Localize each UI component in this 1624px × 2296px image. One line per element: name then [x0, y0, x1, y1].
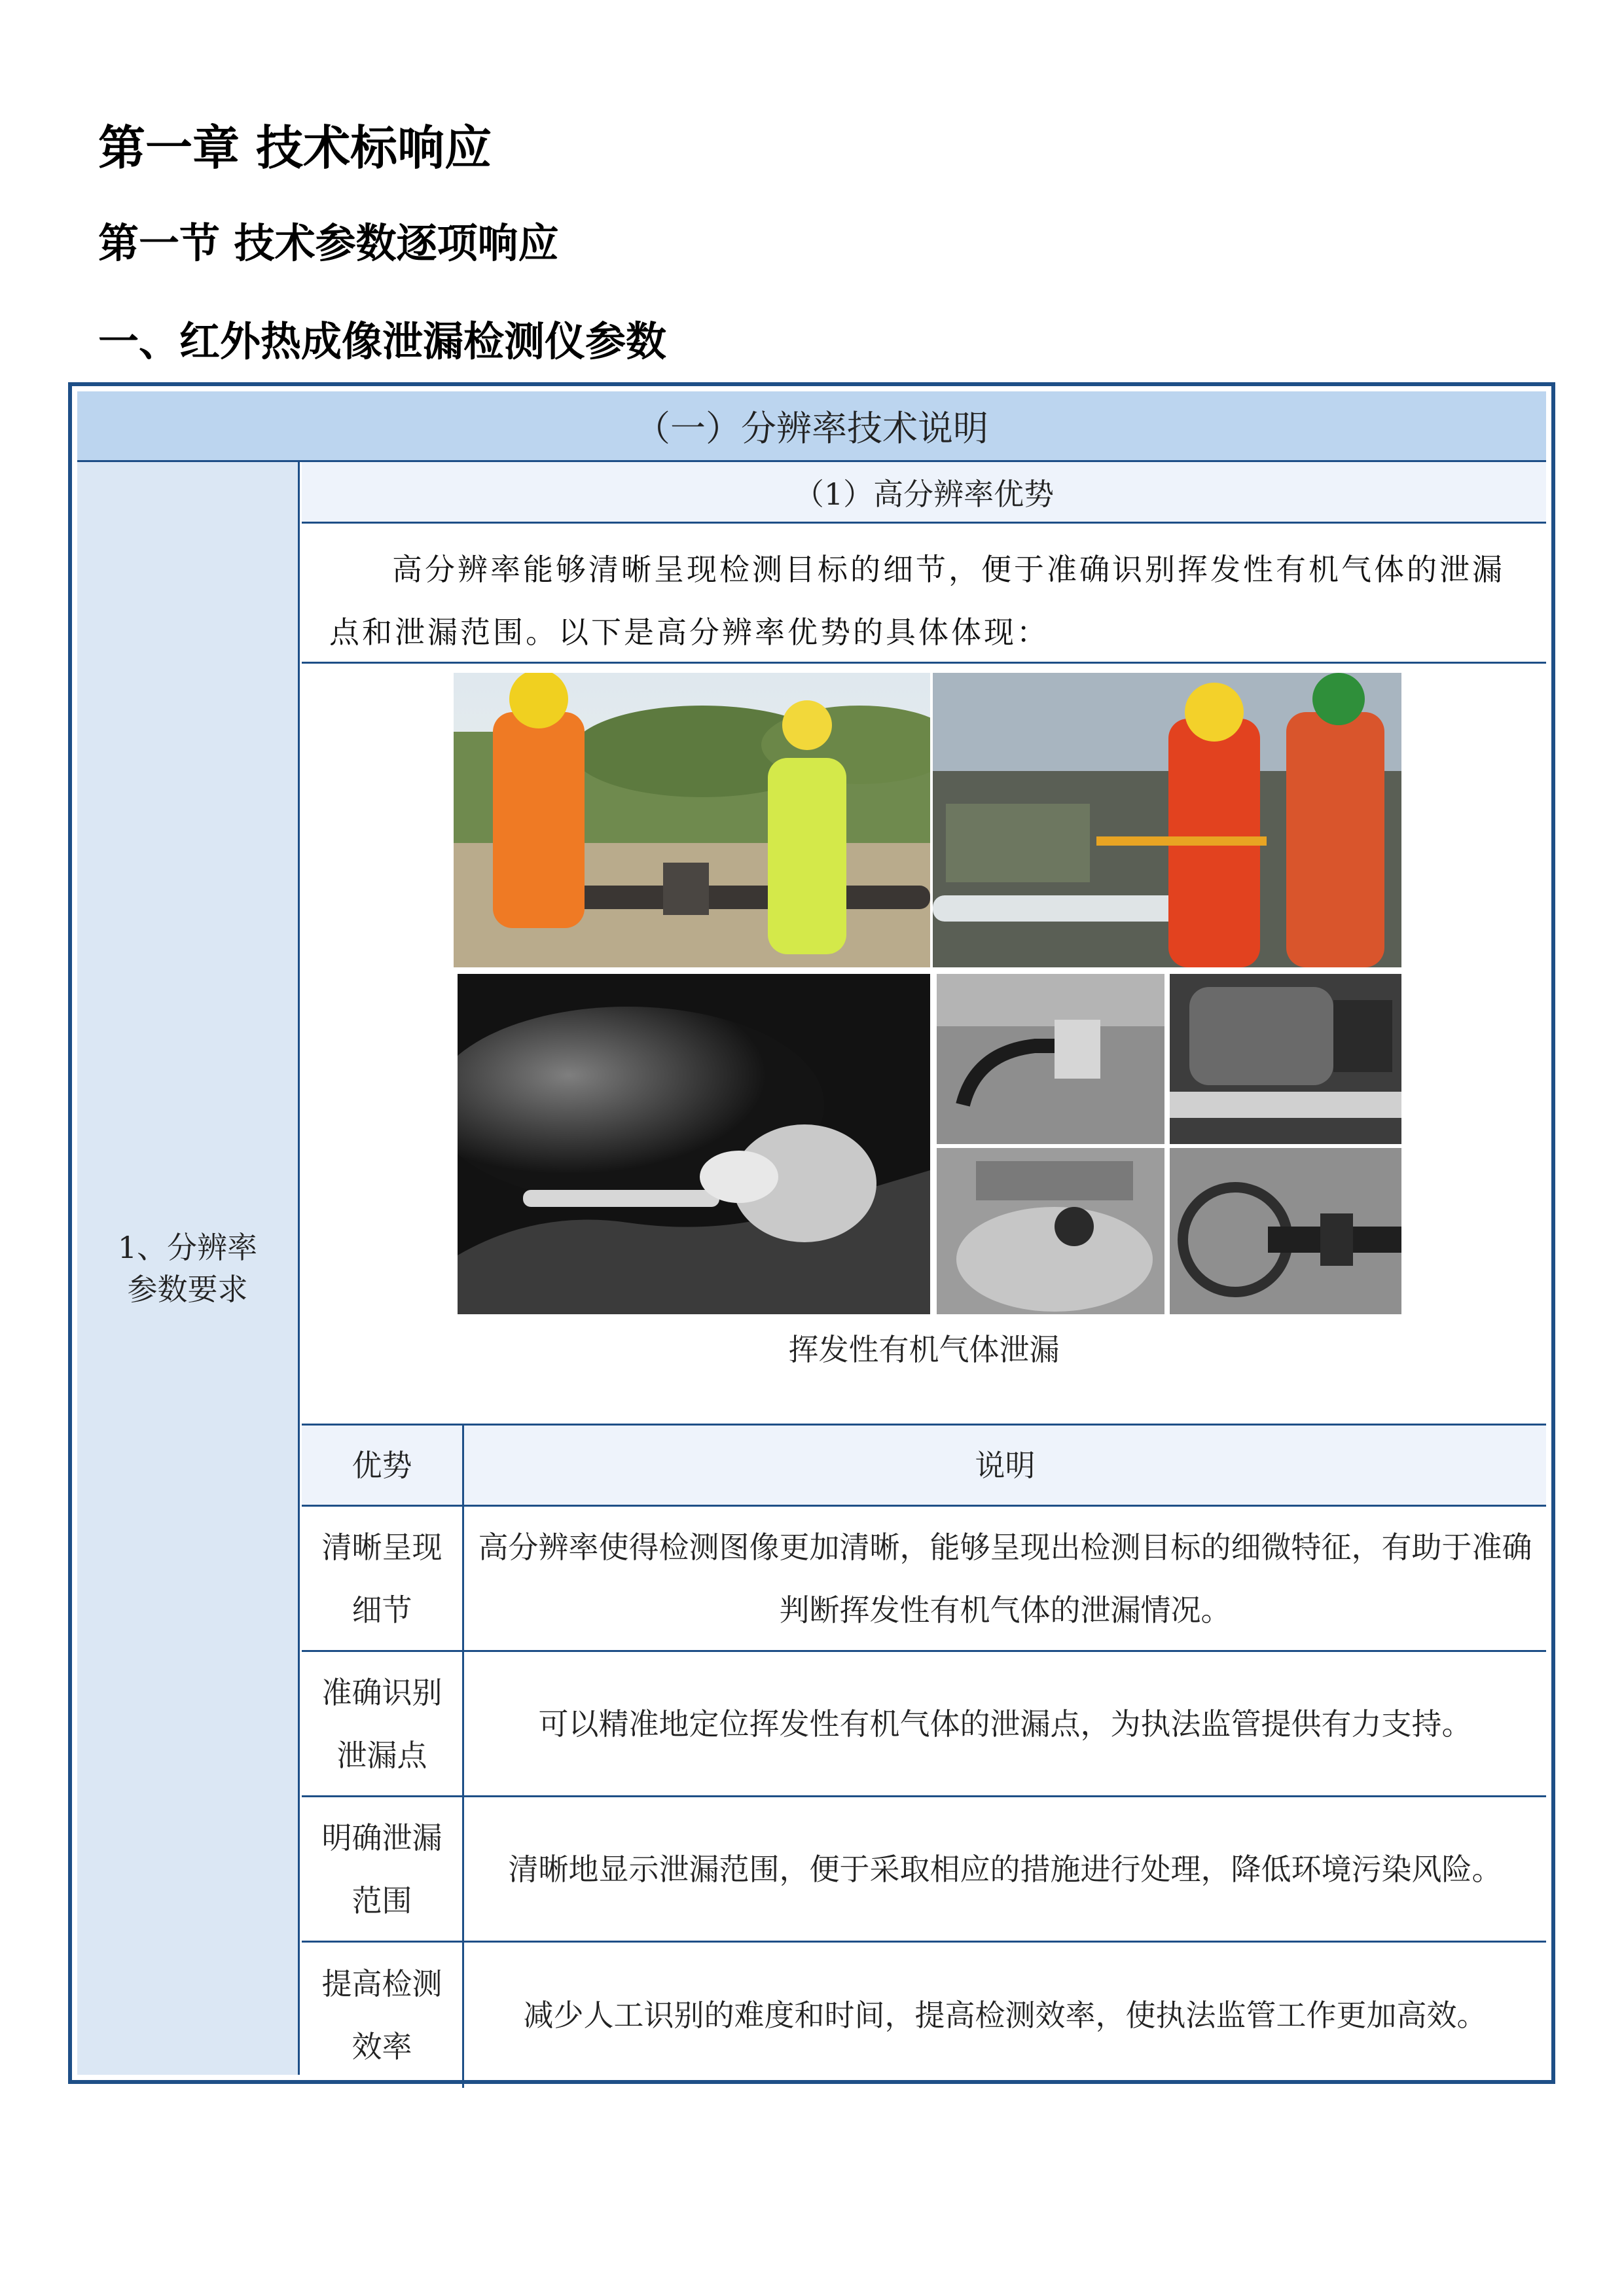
resolution-table [68, 382, 1555, 2084]
column-header-description: 说明 [975, 1447, 1036, 1483]
photo-refinery-workers [933, 673, 1401, 967]
leak-detection-photo-collage [454, 673, 1401, 1314]
advantages-table [302, 1426, 1546, 2075]
subsection-heading: 一、红外热成像泄漏检测仪参数 [98, 317, 667, 365]
thermal-image-a [937, 974, 1164, 1144]
table-row [302, 1652, 1546, 1797]
advantage-cell: 明确泄漏范围 [302, 1797, 464, 1941]
thermal-image-large [458, 974, 930, 1314]
table-header-row [302, 1426, 1546, 1507]
figure-cell [302, 664, 1546, 1426]
photo-field-workers [454, 673, 930, 967]
right-content [302, 462, 1546, 2075]
thermal-image-b [1170, 974, 1401, 1144]
table-band-title: （一）分辨率技术说明 [77, 391, 1546, 462]
advantage-cell: 准确识别泄漏点 [302, 1652, 464, 1795]
left-category-cell [77, 462, 300, 2075]
chapter-heading: 第一章 技术标响应 [98, 120, 492, 175]
left-category-label: 1、分辨率 参数要求 [117, 1230, 258, 1307]
description-cell: 清晰地显示泄漏范围，便于采取相应的措施进行处理，降低环境污染风险。 [508, 1851, 1502, 1887]
description-cell: 高分辨率使得检测图像更加清晰，能够呈现出检测目标的细微特征，有助于准确判断挥发性有机气体的泄漏情况。 [478, 1529, 1532, 1628]
table-row [302, 1943, 1546, 2088]
figure-caption: 挥发性有机气体泄漏 [788, 1332, 1060, 1367]
thermal-image-c [937, 1148, 1164, 1314]
subheading-cell: （1）高分辨率优势 [302, 462, 1546, 524]
advantage-cell: 清晰呈现细节 [302, 1507, 464, 1650]
thermal-image-d [1170, 1148, 1401, 1314]
column-header-advantage: 优势 [302, 1426, 464, 1505]
intro-paragraph: 高分辨率能够清晰呈现检测目标的细节，便于准确识别挥发性有机气体的泄漏点和泄漏范围。以下是高分辨率优势的具体体现： [302, 524, 1546, 664]
table-row [302, 1797, 1546, 1943]
section-heading: 第一节 技术参数逐项响应 [98, 219, 559, 267]
table-row [302, 1507, 1546, 1652]
advantage-cell: 提高检测效率 [302, 1943, 464, 2088]
description-cell: 减少人工识别的难度和时间，提高检测效率，使执法监管工作更加高效。 [523, 1998, 1487, 2033]
description-cell: 可以精准地定位挥发性有机气体的泄漏点，为执法监管提供有力支持。 [538, 1706, 1472, 1742]
